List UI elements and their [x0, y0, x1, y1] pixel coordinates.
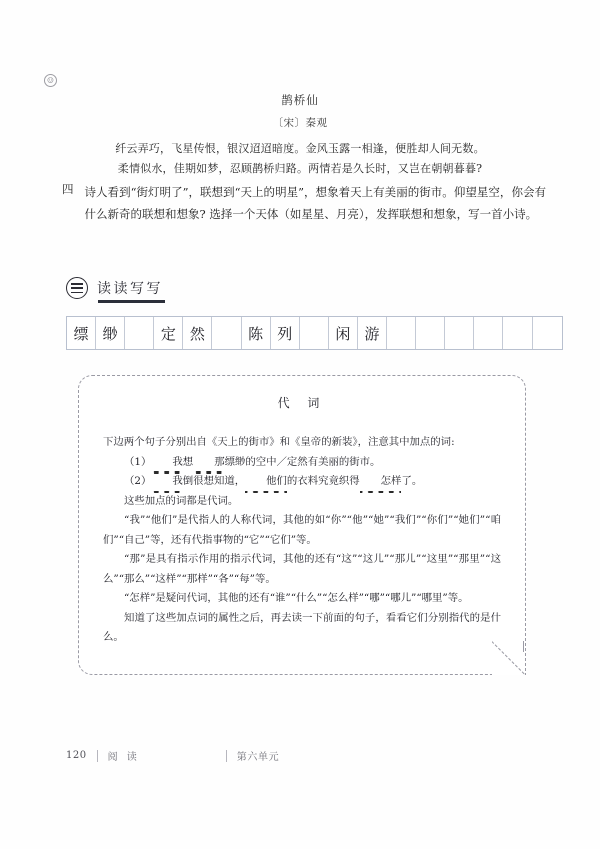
knowledge-paragraph: 这些加点的词都是代词。	[124, 494, 239, 507]
example-text: 了。	[401, 475, 423, 487]
knowledge-paragraph: “怎样”是疑问代词，其他的还有“谁”“什么”“怎么样”“哪”“哪儿”“哪里”等。	[124, 592, 469, 604]
example-label: （2）	[124, 475, 152, 487]
grid-cell: 陈	[242, 317, 271, 349]
grid-cell: 闲	[329, 317, 358, 349]
grid-cell	[503, 317, 532, 349]
knowledge-paragraph: 知道了这些加点词的属性之后，再去读一下前面的句子，看看它们分别指代的是什么。	[103, 611, 501, 643]
dotted-emphasis-word: 他们	[245, 472, 287, 492]
dotted-emphasis-word: 我	[151, 472, 182, 492]
example-text: 倒很想知道，	[182, 475, 246, 487]
grid-cell	[125, 317, 154, 349]
section-heading	[66, 277, 163, 299]
character-grid	[66, 316, 563, 350]
knowledge-example	[103, 453, 501, 473]
grid-cell	[300, 317, 329, 349]
dotted-emphasis-word: 怎样	[360, 472, 402, 492]
section-title-wrap	[97, 278, 163, 298]
knowledge-paragraph: “那”是具有指示作用的指示代词，其他的还有“这”“这儿”“那儿”“这里”“那里”“这么”“那么”“这样”“那样”“各”“每”等。	[103, 553, 501, 585]
knowledge-example	[103, 472, 501, 492]
grid-cell: 游	[358, 317, 387, 349]
example-text: 的衣料究竟织得	[286, 475, 360, 487]
page-footer	[66, 748, 279, 763]
grid-cell: 然	[183, 317, 212, 349]
grid-cell	[387, 317, 416, 349]
exercise-text: 诗人看到“街灯明了”，联想到“天上的明星”，想象着天上有美丽的街市。仰望星空，你会有什么新奇的联想和想象? 选择一个天体（如星星、月亮），发挥联想和想象，写一首小诗。	[84, 185, 546, 221]
dotted-emphasis-word: 我	[151, 453, 182, 473]
example-text: 缥缈的空中／定然有美丽的街市。	[224, 455, 381, 468]
knowledge-intro: 下边两个句子分别出自《天上的街市》和《皇帝的新装》，注意其中加点的词:	[103, 436, 455, 448]
poem-line: 柔情似水，佳期如梦，忍顾鹊桥归路。两情若是久长时，又岂在朝朝暮暮?	[117, 162, 483, 175]
section-underline	[98, 300, 165, 303]
grid-cell: 列	[271, 317, 300, 349]
dotted-emphasis-word: 那	[193, 453, 224, 473]
example-text: 想	[182, 455, 194, 468]
footer-unit-label: 第六单元	[236, 752, 280, 763]
exercise-number: 四	[62, 182, 74, 196]
grid-cell	[474, 317, 503, 349]
three-lines-circle-icon	[66, 277, 88, 299]
poem-title: 鹊桥仙	[281, 93, 319, 107]
grid-cell	[533, 317, 562, 349]
knowledge-box-title: 代 词	[277, 396, 327, 410]
knowledge-paragraph: “我”“他们”是代指人的人称代词，其他的如“你”“他”“她”“我们”“你们”“她们”“咱们”“自己”等，还有代指事物的“它”“它们”等。	[103, 514, 501, 546]
exercise-item	[62, 181, 546, 225]
page-number: 120	[66, 750, 87, 761]
footer-section-label: 阅 读	[107, 752, 140, 763]
example-label: （1）	[124, 455, 152, 468]
knowledge-box-body	[79, 411, 525, 648]
knowledge-box	[78, 375, 526, 675]
grid-cell	[416, 317, 445, 349]
grid-cell: 缈	[96, 317, 125, 349]
poem-block	[0, 92, 600, 179]
poem-author: 〔宋〕秦观	[272, 117, 328, 129]
poem-line: 纤云弄巧，飞星传恨，银汉迢迢暗度。金风玉露一相逢，便胜却人间无数。	[115, 142, 485, 155]
section-title: 读读写写	[97, 281, 163, 297]
folded-corner	[492, 641, 526, 675]
grid-cell	[212, 317, 241, 349]
footer-divider	[97, 750, 98, 762]
scan-artifact-circle-icon: ☺	[44, 74, 57, 87]
grid-cell: 缥	[67, 317, 96, 349]
grid-cell: 定	[154, 317, 183, 349]
grid-cell	[445, 317, 474, 349]
footer-divider	[226, 750, 227, 762]
